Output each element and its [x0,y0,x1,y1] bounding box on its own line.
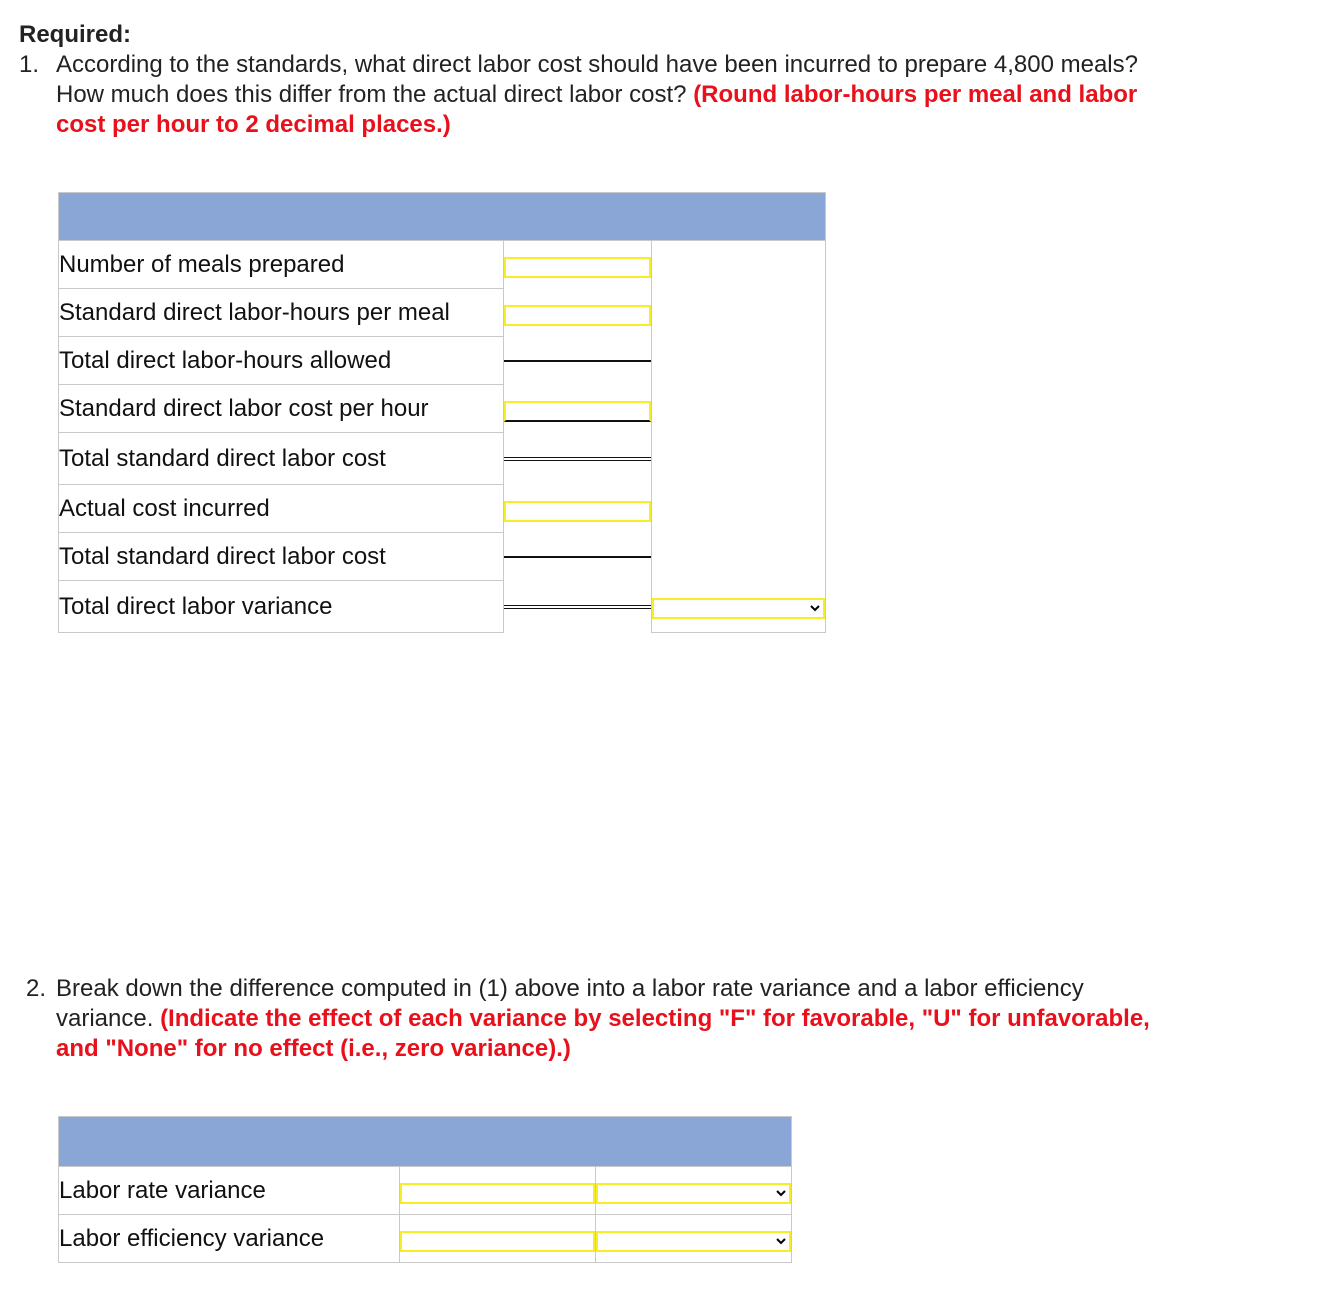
question-2-instruction: (Indicate the effect of each variance by selecting "F" for favorable, "U" for unfavorable, [160,1005,1150,1032]
total-variance-effect-select[interactable] [652,598,825,619]
row-label: Number of meals prepared [59,241,504,289]
row-label: Labor efficiency variance [59,1215,400,1263]
efficiency-variance-amount-input[interactable] [400,1231,595,1252]
standard-cost-output [504,457,651,461]
row-label: Standard direct labor cost per hour [59,385,504,433]
table-row [59,433,826,485]
row-label: Standard direct labor-hours per meal [59,289,504,337]
efficiency-variance-effect-select[interactable] [596,1231,791,1252]
question-2-instruction-cont: and "None" for no effect (i.e., zero variance).) [56,1035,571,1062]
question-1-number: 1. [19,51,40,78]
cost-per-hour-input[interactable] [504,401,651,422]
table-row [59,1215,792,1263]
hours-allowed-output [504,360,651,362]
row-label: Total standard direct labor cost [59,533,504,581]
question-1-instruction-cont: cost per hour to 2 decimal places.) [56,111,451,138]
table-row [59,241,826,289]
total-variance-output [504,605,651,609]
hours-per-meal-input[interactable] [504,305,651,326]
question-1-instruction: (Round labor-hours per meal and labor [693,81,1138,108]
table-row [59,581,826,633]
labor-cost-table [58,192,826,633]
question-2-line-2-text: variance. [56,1005,161,1032]
row-label: Actual cost incurred [59,485,504,533]
required-heading: Required: [19,21,132,48]
question-2-text [56,974,1150,1064]
question-1-line-2-text: How much does this differ from the actual direct labor cost? [56,81,694,108]
question-1-line-2 [56,80,1138,110]
question-2-line-2 [56,1004,1150,1034]
question-1-line-1: According to the standards, what direct labor cost should have been incurred to prepare 4,800 meals? [56,51,1138,78]
table-row [59,1167,792,1215]
table-row [59,289,826,337]
row-label: Total standard direct labor cost [59,433,504,485]
rate-variance-amount-input[interactable] [400,1183,595,1204]
table-header-band [59,1117,792,1167]
question-2-number: 2. [26,975,47,1002]
table-row [59,533,826,581]
standard-cost-repeat-output [504,556,651,558]
question-2-line-1: Break down the difference computed in (1) above into a labor rate variance and a labor efficiency [56,975,1084,1002]
table-header-band [59,193,826,241]
row-label: Total direct labor-hours allowed [59,337,504,385]
rate-variance-effect-select[interactable] [596,1183,791,1204]
table-row [59,385,826,433]
table-row [59,485,826,533]
row-label: Labor rate variance [59,1167,400,1215]
variance-table [58,1116,792,1263]
question-1-text [56,50,1138,140]
table-row [59,337,826,385]
meals-prepared-input[interactable] [504,257,651,278]
row-label: Total direct labor variance [59,581,504,633]
actual-cost-input[interactable] [504,501,651,522]
